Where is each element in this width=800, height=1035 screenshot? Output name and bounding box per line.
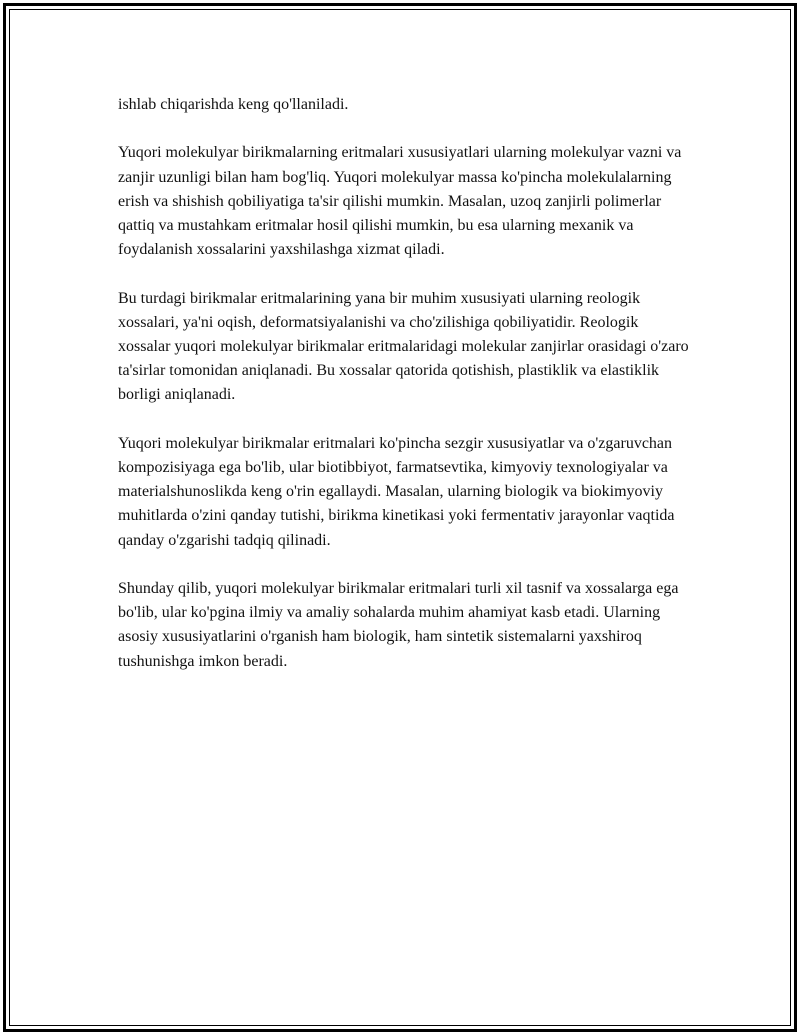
paragraph-1: ishlab chiqarishda keng qo'llaniladi. bbox=[118, 96, 349, 113]
paragraph-5: Shunday qilib, yuqori molekulyar birikmalar eritmalari turli xil tasnif va xossalarga ega bo'lib, ular ko'pgina ilmiy va amaliy sohalarda muhim ahamiyat kasb etadi. Ularning asosiy xususiyatlarini o'rganish ham biologik, ham sintetik sistemalarni yaxshiroq tushunishga imkon beradi. bbox=[118, 580, 679, 670]
paragraph-2: Yuqori molekulyar birikmalarning eritmalari xususiyatlari ularning molekulyar vazni va zanjir uzunligi bilan ham bog'liq. Yuqori molekulyar massa ko'pincha molekulalarning erish va shishish qobiliyatiga ta'sir qilishi mumkin. Masalan, uzoq zanjirli polimerlar qattiq va mustahkam eritmalar hosil qilishi mumkin, bu esa ularning mexanik va foydalanish xossalarini yaxshilashga xizmat qiladi. bbox=[118, 144, 682, 259]
paragraph-3: Bu turdagi birikmalar eritmalarining yana bir muhim xususiyati ularning reologik xossalari, ya'ni oqish, deformatsiyalanishi va cho'zilishiga qobiliyatidir. Reologik xossalar yuqori molekulyar birikmalar eritmalaridagi molekular zanjirlar orasidagi o'zaro ta'sirlar tomonidan aniqlanadi. Bu xossalar qatorida qotishish, plastiklik va elastiklik borligi aniqlanadi. bbox=[118, 289, 689, 404]
paragraph-4: Yuqori molekulyar birikmalar eritmalari ko'pincha sezgir xususiyatlar va o'zgaruvchan kompozisiyaga ega bo'lib, ular biotibbiyot, farmatsevtika, kimyoviy texnologiyalar va materialshunoslikda keng o'rin egallaydi. Masalan, ularning biologik va biokimyoviy muhitlarda o'zini qanday tutishi, birikma kinetikasi yoki fermentativ jarayonlar vaqtida qanday o'zgarishi tadqiq qilinadi. bbox=[118, 434, 675, 549]
document-body bbox=[118, 93, 693, 674]
